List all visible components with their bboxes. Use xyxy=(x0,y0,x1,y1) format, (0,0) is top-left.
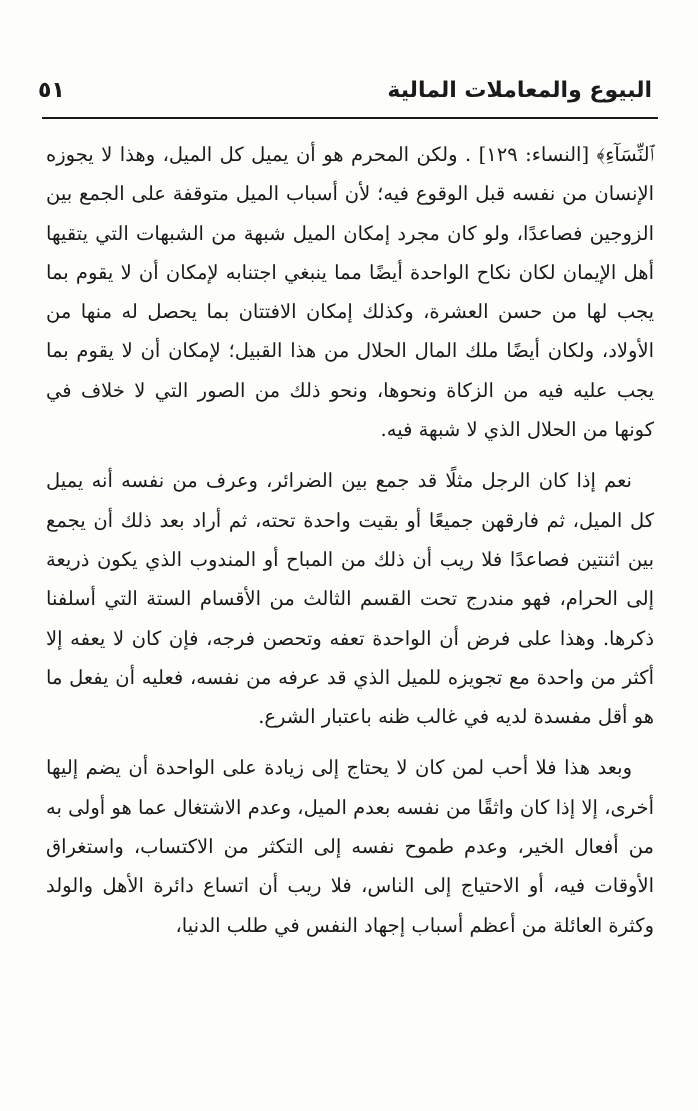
running-title: البيوع والمعاملات المالية xyxy=(387,78,652,103)
paragraph-1: ﭐﻟﻨِّﺴَﺎٓءِ﴾ [النساء: ١٢٩] . ولكن المحرم هو أن يميل كل الميل، وهذا لا يجوزه الإنسان من نفسه قبل الوقوع فيه؛ لأن أسباب الميل متوقفة على الجمع بين الزوجين فصاعدًا، ولو كان مجرد إمكان الميل شبهة من الشبهات التي يتقيها أهل الإيمان لكان نكاح الواحدة أيضًا مما ينبغي اجتنابه لإمكان أن لا يقوم بما يجب لها من حسن العشرة، وكذلك إمكان الافتتان بما يحصل له منها من الأولاد، ولكان أيضًا ملك المال الحلال من هذا القبيل؛ لإمكان أن لا يقوم بما يجب عليه فيه من الزكاة ونحوها، ونحو ذلك من الصور التي لا خلاف في كونها من الحلال الذي لا شبهة فيه. xyxy=(46,143,654,442)
body-text xyxy=(46,135,654,957)
page-number: ٥١ xyxy=(38,78,65,103)
header-rule xyxy=(42,117,658,119)
paragraph-2: نعم إذا كان الرجل مثلًا قد جمع بين الضرائر، وعرف من نفسه أنه يميل كل الميل، ثم فارقهن جميعًا أو بقيت واحدة تحته، ثم أراد بعد ذلك أن يجمع بين اثنتين فصاعدًا فلا ريب أن ذلك من المباح أو المندوب الذي يكون ذريعة إلى الحرام، فهو مندرج تحت القسم الثالث من الأقسام الستة التي أسلفنا ذكرها. وهذا على فرض أن الواحدة تعفه وتحصن فرجه، فإن كان لا يعفه إلا أكثر من واحدة مع تجويزه للميل الذي قد عرفه من نفسه، فعليه أن يفعل ما هو أقل مفسدة لديه في غالب ظنه باعتبار الشرع. xyxy=(46,469,654,729)
running-header xyxy=(38,74,652,110)
paragraph-3: وبعد هذا فلا أحب لمن كان لا يحتاج إلى زيادة على الواحدة أن يضم إليها أخرى، إلا إذا كان واثقًا من نفسه بعدم الميل، وعدم الاشتغال عما هو أولى به من أفعال الخير، وعدم طموح نفسه إلى التكثر من الاكتساب، واستغراق الأوقات فيه، أو الاحتياج إلى الناس، فلا ريب أن اتساع دائرة الأهل والولد وكثرة العائلة من أعظم أسباب إجهاد النفس في طلب الدنيا، xyxy=(46,756,654,937)
